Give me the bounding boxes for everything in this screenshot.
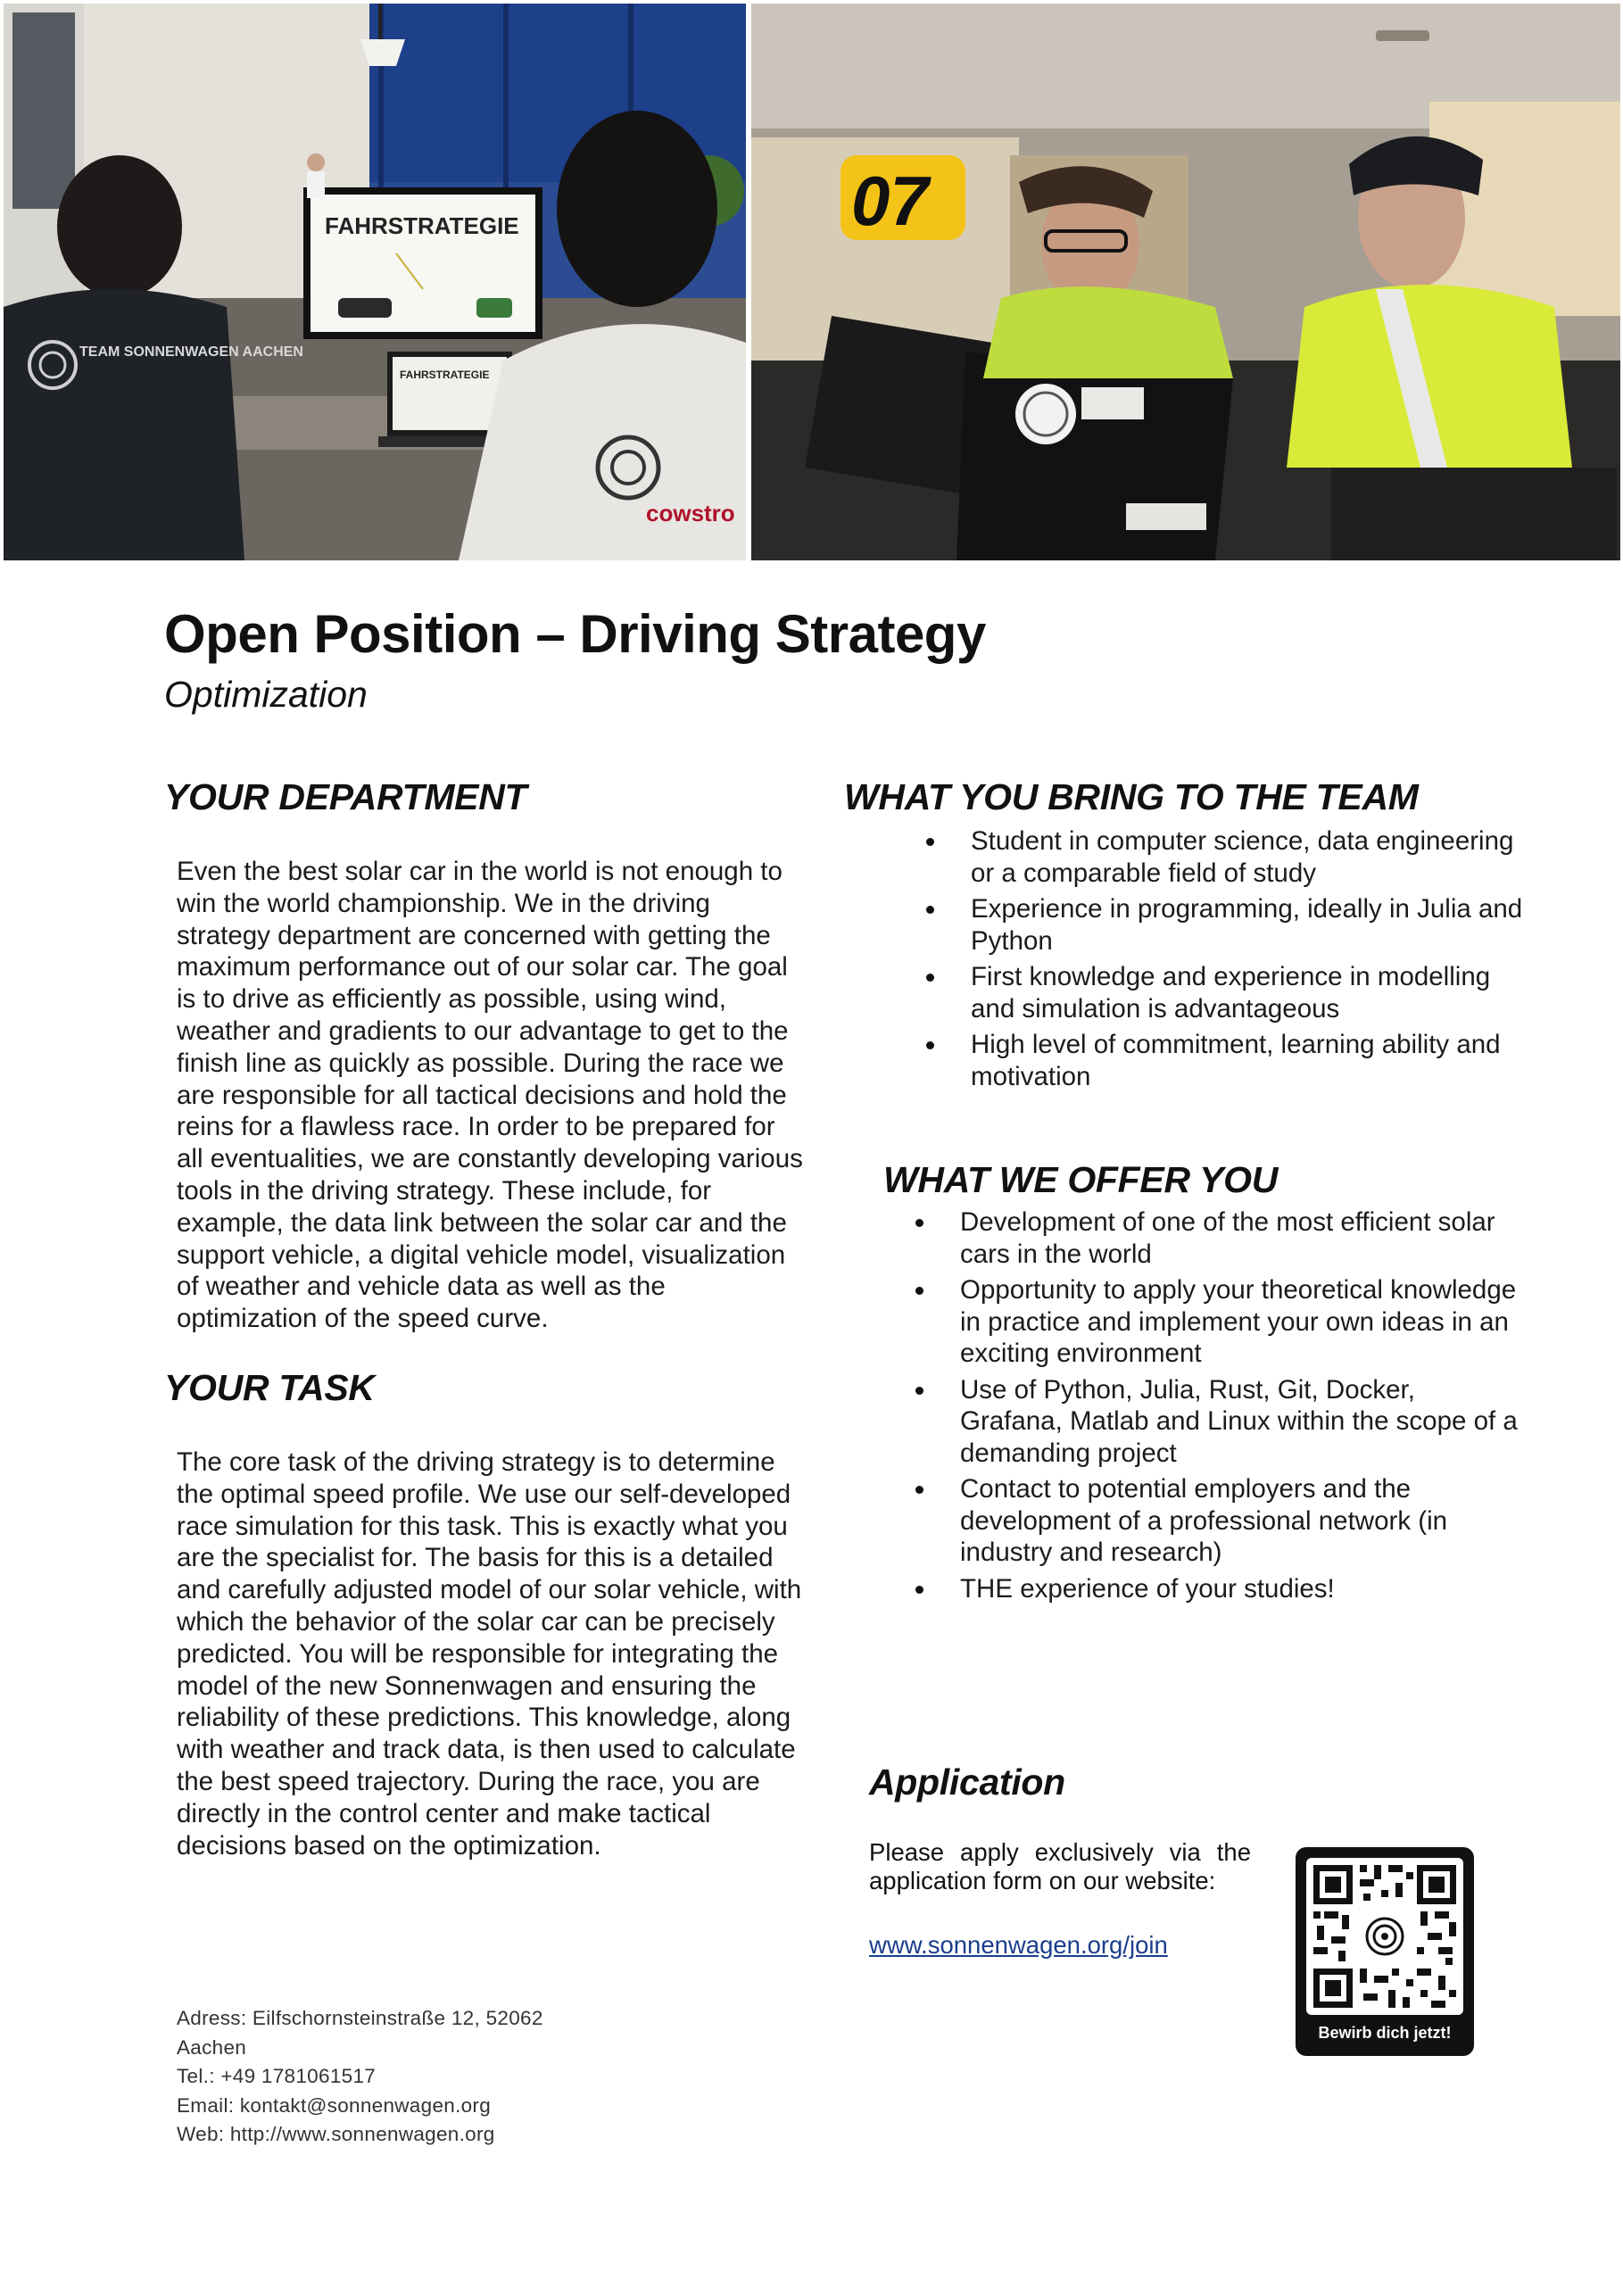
department-text: Even the best solar car in the world is not enough to win the world championship. We in the driving strategy department are concerned with getting the maximum performance out of our solar car. The goal is to drive as efficiently as possible, using wind, weather and gradients to our advantage to get to the finish line as quickly as possible. During the race we are responsible for all tactical decisions and hold the reins for a flawless race. In order to be prepared for all eventualities, we are constantly developing various tools in the driving strategy. These include, for example, the data link between the solar car and the support vehicle, a digital vehicle model, visualization of weather and vehicle data as well as the optimization of the speed curve. (177, 857, 803, 1334)
bring-heading: WHAT YOU BRING TO THE TEAM (844, 776, 1419, 817)
svg-text:cowstro: cowstro (646, 500, 735, 526)
task-text: The core task of the driving strategy is to determine the optimal speed profile. We use our self-developed race simulation for this task. This is exactly what you are the specialist for. The basis for this is a detailed and carefully adjusted model of our solar vehicle, with which the behavior of the solar car can be precisely predicted. You will be responsible for integrating the model of the new Sonnenwagen and ensuring the reliability of these predictions. This knowledge, along with weather and track data, is then used to calculate the best speed trajectory. During the race, you are directly in the control center and make tactical decisions based on the optimization. (177, 1447, 802, 1861)
list-item (960, 1473, 1518, 1569)
bring-list (971, 825, 1524, 1097)
list-item (960, 1573, 1518, 1605)
phone-number: Tel.: +49 1781061517 (177, 2065, 377, 2087)
list-item (971, 893, 1524, 957)
list-item (971, 961, 1524, 1024)
photo-presentation-room (4, 4, 746, 560)
application-heading: Application (869, 1761, 1065, 1803)
list-item-text: Opportunity to apply your theoretical knowledge in practice and implement your own ideas in an exciting environment (960, 1275, 1517, 1368)
department-heading: YOUR DEPARTMENT (164, 776, 527, 817)
list-item-text: Experience in programming, ideally in Julia and Python (971, 894, 1523, 956)
list-item-text: Development of one of the most efficient solar cars in the world (960, 1207, 1495, 1269)
page-subtitle: Optimization (164, 674, 368, 715)
address-line-2: Aachen (177, 2035, 247, 2059)
presentation-room-illustration (4, 4, 746, 560)
shirt-text: TEAM SONNENWAGEN AACHEN (79, 344, 303, 360)
web-address: Web: http://www.sonnenwagen.org (177, 2123, 495, 2145)
list-item (971, 825, 1524, 889)
qr-code-card[interactable] (1296, 1847, 1474, 2056)
support-vehicle-illustration (751, 4, 1620, 560)
list-item (960, 1274, 1518, 1370)
page-title: Open Position – Driving Strategy (164, 604, 986, 664)
application-link[interactable]: www.sonnenwagen.org/join (869, 1931, 1168, 1959)
list-item-text: First knowledge and experience in modelling and simulation is advantageous (971, 962, 1491, 1024)
list-item (960, 1374, 1518, 1470)
list-item-text: Use of Python, Julia, Rust, Git, Docker, Grafana, Matlab and Linux within the scope of a demanding project (960, 1374, 1518, 1468)
list-item (960, 1206, 1518, 1270)
offer-list (960, 1206, 1518, 1609)
offer-heading: WHAT WE OFFER YOU (883, 1159, 1279, 1200)
qr-label: Bewirb dich jetzt! (1318, 2024, 1452, 2042)
list-item-text: High level of commitment, learning ability and motivation (971, 1030, 1501, 1091)
photo-support-vehicle (751, 4, 1620, 560)
address-line-1: Adress: Eilfschornsteinstraße 12, 52062 (177, 2007, 543, 2029)
application-text: Please apply exclusively via the application form on our website: (869, 1838, 1251, 1894)
list-item (971, 1029, 1524, 1092)
task-heading: YOUR TASK (164, 1367, 375, 1408)
qr-code-icon (1306, 1858, 1463, 2015)
list-item-text: Student in computer science, data engineering or a comparable field of study (971, 826, 1514, 888)
qr-code[interactable] (1306, 1858, 1463, 2015)
car-number: 07 (851, 162, 929, 240)
email-address: Email: kontakt@sonnenwagen.org (177, 2093, 492, 2117)
list-item-text: Contact to potential employers and the development of a professional network (in industry and research) (960, 1474, 1448, 1567)
laptop-title: FAHRSTRATEGIE (400, 369, 490, 381)
contact-footer (177, 2004, 543, 2150)
list-item-text: THE experience of your studies! (960, 1573, 1335, 1604)
header-photos (4, 4, 1620, 560)
screen-title: FAHRSTRATEGIE (325, 212, 519, 239)
